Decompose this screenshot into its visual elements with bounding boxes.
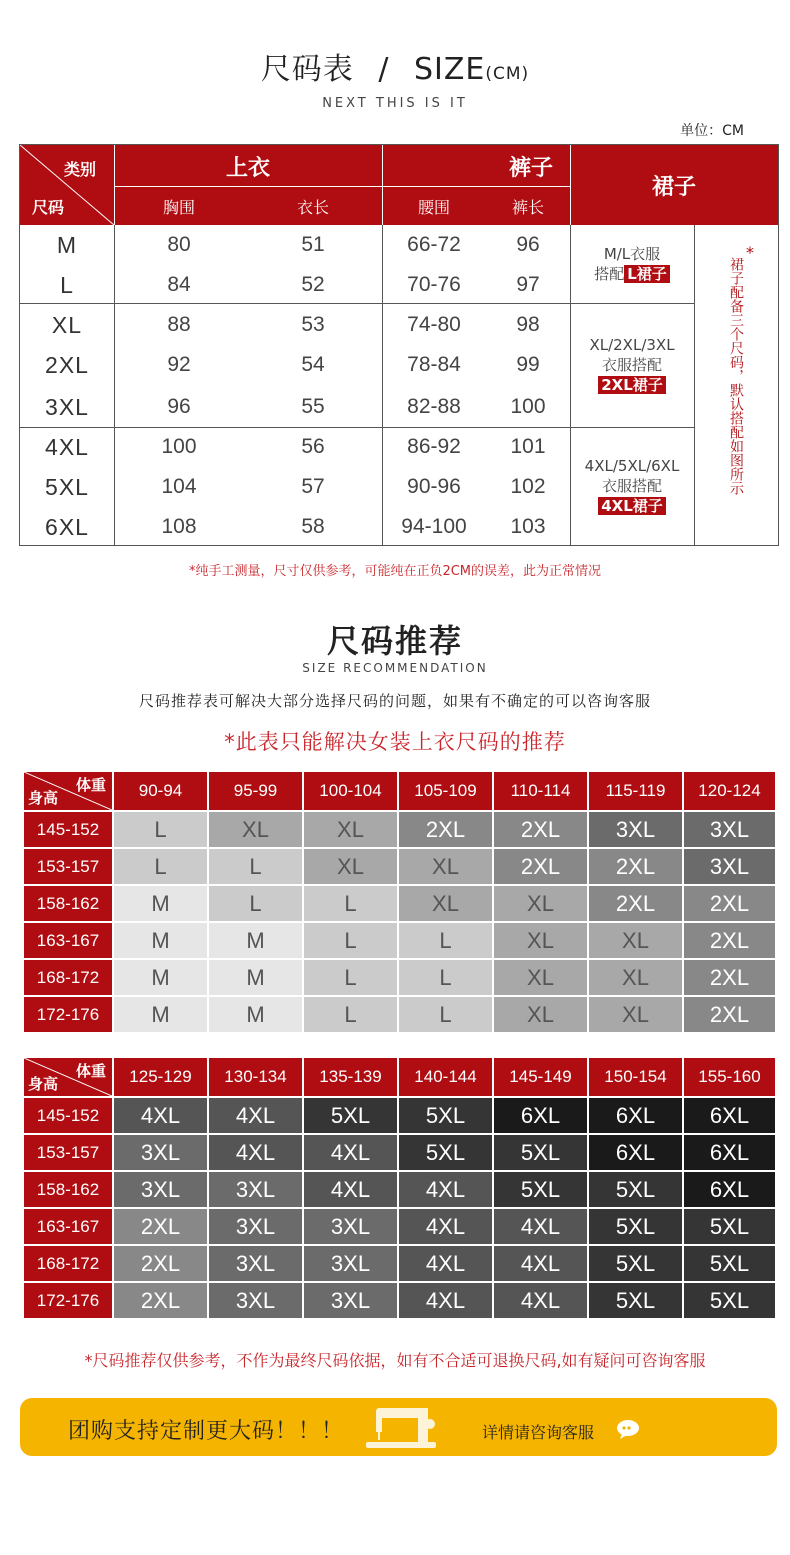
size-cell-waist: 74-80 [407, 313, 461, 336]
grid-corner [24, 772, 114, 812]
size-recommend-cell: L [304, 997, 399, 1034]
skirt-group-line1: XL/2XL/3XL [589, 336, 675, 354]
size-recommend-cell: XL [494, 886, 589, 923]
size-cell-size: L [60, 271, 74, 298]
chat-icon[interactable] [616, 1419, 640, 1439]
size-recommend-cell: 4XL [304, 1172, 399, 1209]
height-header: 172-176 [24, 1283, 114, 1320]
size-cell-size: 6XL [45, 513, 89, 540]
size-recommend-cell: 4XL [209, 1098, 304, 1135]
recommend-table-2 [24, 1058, 774, 1322]
banner-left-text: 团购支持定制更大码！！！ [68, 1419, 345, 1444]
size-recommend-cell: 3XL [304, 1246, 399, 1283]
size-recommend-cell: L [304, 886, 399, 923]
size-cell-size: M [56, 231, 78, 258]
size-recommend-cell: XL [399, 886, 494, 923]
skirt-group-line2: 衣服搭配 [601, 356, 662, 374]
header-divider [114, 186, 570, 187]
size-cell-chest: 92 [167, 353, 191, 376]
size-cell-waist: 86-92 [407, 435, 461, 458]
title-separator: / [378, 52, 390, 87]
col-chest: 胸围 [162, 197, 195, 217]
size-recommend-cell: 4XL [304, 1135, 399, 1172]
size-recommend-cell: XL [304, 812, 399, 849]
size-recommend-cell: 3XL [304, 1283, 399, 1320]
corner-category: 类别 [64, 160, 97, 179]
skirt-note: 裙子配备三个尺码，默认搭配如图所示 [728, 257, 744, 495]
height-header: 163-167 [24, 1209, 114, 1246]
size-recommend-cell: 2XL [114, 1209, 209, 1246]
size-recommend-cell: 5XL [589, 1246, 684, 1283]
size-cell-pants: 103 [510, 515, 546, 538]
size-recommend-cell: 5XL [684, 1283, 777, 1320]
weight-header: 135-139 [304, 1058, 399, 1098]
size-recommend-cell: 5XL [684, 1246, 777, 1283]
size-recommend-cell: 2XL [494, 812, 589, 849]
skirt-group-line2: 衣服搭配 [601, 477, 662, 495]
size-cell-size: 4XL [45, 433, 89, 460]
size-recommend-cell: 2XL [494, 849, 589, 886]
size-recommend-cell: 3XL [209, 1246, 304, 1283]
size-recommend-cell: 4XL [399, 1172, 494, 1209]
size-recommend-cell: 3XL [209, 1209, 304, 1246]
height-header: 172-176 [24, 997, 114, 1034]
size-recommend-cell: M [114, 960, 209, 997]
size-cell-waist: 66-72 [407, 233, 461, 256]
size-recommend-cell: XL [494, 997, 589, 1034]
size-recommend-cell: 2XL [589, 886, 684, 923]
size-recommend-cell: 2XL [684, 960, 777, 997]
size-recommend-cell: M [114, 997, 209, 1034]
skirt-group-line2 [594, 264, 670, 284]
size-recommend-cell: XL [304, 849, 399, 886]
size-cell-length: 57 [301, 475, 325, 498]
size-recommend-cell: 3XL [209, 1172, 304, 1209]
height-header: 158-162 [24, 1172, 114, 1209]
skirt-size-tag: 4XL裙子 [598, 497, 666, 515]
size-recommend-cell: 6XL [684, 1135, 777, 1172]
size-cell-size: 5XL [45, 473, 89, 500]
size-recommend-cell: 2XL [684, 923, 777, 960]
size-cell-pants: 102 [510, 475, 546, 498]
header-divider [114, 145, 115, 225]
title-cn: 尺码表 [260, 52, 354, 87]
corner-size: 尺码 [32, 198, 65, 217]
group-pants: 裤子 [508, 155, 553, 181]
size-recommend-cell: 2XL [114, 1283, 209, 1320]
title-en: SIZE [413, 52, 486, 87]
height-header: 163-167 [24, 923, 114, 960]
size-cell-length: 53 [301, 313, 325, 336]
banner-right-text[interactable]: 详情请咨询客服 [482, 1423, 595, 1442]
size-cell-waist: 78-84 [407, 353, 461, 376]
unit-label: 单位：CM [680, 123, 744, 139]
size-recommend-cell: 3XL [684, 849, 777, 886]
size-recommend-cell: L [304, 960, 399, 997]
weight-header: 120-124 [684, 772, 777, 812]
weight-header: 155-160 [684, 1058, 777, 1098]
recommend-table-1 [24, 772, 774, 1036]
size-recommend-cell: 4XL [399, 1283, 494, 1320]
size-recommend-cell: 4XL [399, 1209, 494, 1246]
size-cell-waist: 70-76 [407, 273, 461, 296]
size-recommend-cell: 3XL [684, 812, 777, 849]
size-cell-chest: 88 [167, 313, 191, 336]
skirt-size-tag: L裙子 [624, 265, 670, 283]
size-recommend-cell: L [304, 923, 399, 960]
size-recommend-cell: 4XL [494, 1209, 589, 1246]
col-pants-length: 裤长 [511, 197, 544, 217]
skirt-group-line1: M/L衣服 [603, 245, 661, 263]
table-line [694, 225, 695, 545]
size-recommend-cell: L [209, 886, 304, 923]
size-cell-chest: 104 [161, 475, 197, 498]
size-cell-chest: 80 [167, 233, 191, 256]
header-divider [570, 145, 571, 225]
height-header: 145-152 [24, 1098, 114, 1135]
size-cell-pants: 101 [510, 435, 546, 458]
size-recommend-cell: 3XL [114, 1135, 209, 1172]
size-recommend-cell: 6XL [684, 1098, 777, 1135]
size-recommend-cell: XL [494, 960, 589, 997]
size-cell-waist: 82-88 [407, 395, 461, 418]
header-divider [382, 145, 383, 225]
size-cell-pants: 98 [516, 313, 540, 336]
weight-header: 130-134 [209, 1058, 304, 1098]
skirt-group-xl [570, 303, 694, 427]
skirt-note-mark: * [746, 243, 754, 262]
size-recommend-cell: 5XL [589, 1172, 684, 1209]
size-recommend-cell: 6XL [589, 1135, 684, 1172]
size-table [19, 144, 779, 546]
height-header: 153-157 [24, 849, 114, 886]
weight-header: 115-119 [589, 772, 684, 812]
size-recommend-cell: 6XL [589, 1098, 684, 1135]
size-recommend-cell: M [209, 960, 304, 997]
size-recommend-cell: 4XL [399, 1246, 494, 1283]
skirt-group-line1: 4XL/5XL/6XL [584, 457, 680, 475]
size-recommend-cell: L [114, 812, 209, 849]
size-recommend-cell: L [399, 960, 494, 997]
size-cell-waist: 94-100 [401, 515, 467, 538]
size-recommend-cell: 2XL [684, 997, 777, 1034]
size-recommend-cell: 5XL [494, 1172, 589, 1209]
size-recommend-cell: 2XL [399, 812, 494, 849]
weight-header: 125-129 [114, 1058, 209, 1098]
size-recommend-cell: M [209, 923, 304, 960]
size-recommend-cell: 3XL [114, 1172, 209, 1209]
size-recommend-cell: 6XL [684, 1172, 777, 1209]
size-cell-size: 3XL [45, 393, 89, 420]
corner-weight: 体重 [75, 777, 106, 794]
skirt-group-ml [570, 225, 694, 303]
group-top: 上衣 [225, 155, 270, 181]
corner-weight: 体重 [75, 1063, 106, 1080]
size-recommend-cell: M [114, 886, 209, 923]
size-recommend-cell: 5XL [304, 1098, 399, 1135]
weight-header: 145-149 [494, 1058, 589, 1098]
size-cell-chest: 84 [167, 273, 191, 296]
size-recommend-cell: 3XL [209, 1283, 304, 1320]
size-cell-length: 56 [301, 435, 325, 458]
title-unit: (CM) [485, 64, 530, 84]
recommend-note: *尺码推荐仅供参考，不作为最终尺码依据，如有不合适可退换尺码,如有疑问可咨询客服 [84, 1351, 706, 1370]
size-recommend-cell: L [114, 849, 209, 886]
size-recommend-cell: 6XL [494, 1098, 589, 1135]
size-recommend-cell: 4XL [114, 1098, 209, 1135]
size-cell-length: 52 [301, 273, 325, 296]
size-recommend-cell: 2XL [114, 1246, 209, 1283]
measurement-note: *纯手工测量，尺寸仅供参考，可能纯在正负2CM的误差，此为正常情况 [188, 564, 602, 579]
size-recommend-cell: 5XL [399, 1098, 494, 1135]
size-recommend-cell: XL [399, 849, 494, 886]
size-cell-pants: 97 [516, 273, 540, 296]
height-header: 168-172 [24, 1246, 114, 1283]
size-cell-pants: 96 [516, 233, 540, 256]
size-recommend-cell: 5XL [589, 1209, 684, 1246]
weight-header: 140-144 [399, 1058, 494, 1098]
skirt-size-tag: 2XL裙子 [598, 376, 666, 394]
recommend-subtitle: SIZE RECOMMENDATION [302, 661, 488, 675]
size-cell-size: 2XL [45, 351, 89, 378]
weight-header: 95-99 [209, 772, 304, 812]
size-recommend-cell: L [399, 997, 494, 1034]
col-waist: 腰围 [417, 197, 450, 217]
custom-size-banner[interactable] [20, 1398, 777, 1456]
size-cell-pants: 99 [516, 353, 540, 376]
skirt-group-4xl [570, 427, 694, 545]
size-recommend-cell: 5XL [589, 1283, 684, 1320]
size-cell-waist: 90-96 [407, 475, 461, 498]
grid-corner [24, 1058, 114, 1098]
size-cell-length: 54 [301, 353, 325, 376]
size-cell-length: 58 [301, 515, 325, 538]
size-recommend-cell: 5XL [399, 1135, 494, 1172]
corner-height: 身高 [28, 1076, 59, 1093]
corner-height: 身高 [28, 790, 59, 807]
size-cell-size: XL [51, 311, 83, 338]
weight-header: 105-109 [399, 772, 494, 812]
height-header: 145-152 [24, 812, 114, 849]
size-recommend-cell: L [209, 849, 304, 886]
size-recommend-cell: 5XL [684, 1209, 777, 1246]
size-recommend-cell: 4XL [494, 1246, 589, 1283]
page-title [0, 44, 790, 88]
size-cell-pants: 100 [510, 395, 546, 418]
size-recommend-cell: 5XL [494, 1135, 589, 1172]
weight-header: 90-94 [114, 772, 209, 812]
size-cell-chest: 108 [161, 515, 197, 538]
size-recommend-cell: 2XL [589, 849, 684, 886]
size-recommend-cell: XL [589, 923, 684, 960]
recommend-warning: *此表只能解决女装上衣尺码的推荐 [224, 730, 566, 754]
size-recommend-cell: 2XL [684, 886, 777, 923]
weight-header: 150-154 [589, 1058, 684, 1098]
recommend-description: 尺码推荐表可解决大部分选择尺码的问题，如果有不确定的可以咨询客服 [138, 692, 651, 710]
size-cell-chest: 100 [161, 435, 197, 458]
group-skirt: 裙子 [651, 174, 696, 200]
subtitle: NEXT THIS IS IT [322, 96, 468, 111]
size-recommend-cell: 4XL [494, 1283, 589, 1320]
sewing-machine-icon [356, 1402, 444, 1454]
height-header: 153-157 [24, 1135, 114, 1172]
size-cell-chest: 96 [167, 395, 191, 418]
size-recommend-cell: XL [589, 997, 684, 1034]
size-recommend-cell: M [114, 923, 209, 960]
size-cell-length: 51 [301, 233, 325, 256]
size-recommend-cell: L [399, 923, 494, 960]
skirt-group-text: 搭配 [594, 265, 625, 283]
size-recommend-cell: XL [494, 923, 589, 960]
weight-header: 110-114 [494, 772, 589, 812]
recommend-title: 尺码推荐 [326, 622, 463, 660]
size-cell-length: 55 [301, 395, 325, 418]
size-recommend-cell: XL [589, 960, 684, 997]
size-recommend-cell: 3XL [304, 1209, 399, 1246]
size-recommend-cell: XL [209, 812, 304, 849]
size-recommend-cell: M [209, 997, 304, 1034]
weight-header: 100-104 [304, 772, 399, 812]
height-header: 158-162 [24, 886, 114, 923]
size-recommend-cell: 4XL [209, 1135, 304, 1172]
size-recommend-cell: 3XL [589, 812, 684, 849]
col-length: 衣长 [296, 197, 329, 217]
height-header: 168-172 [24, 960, 114, 997]
